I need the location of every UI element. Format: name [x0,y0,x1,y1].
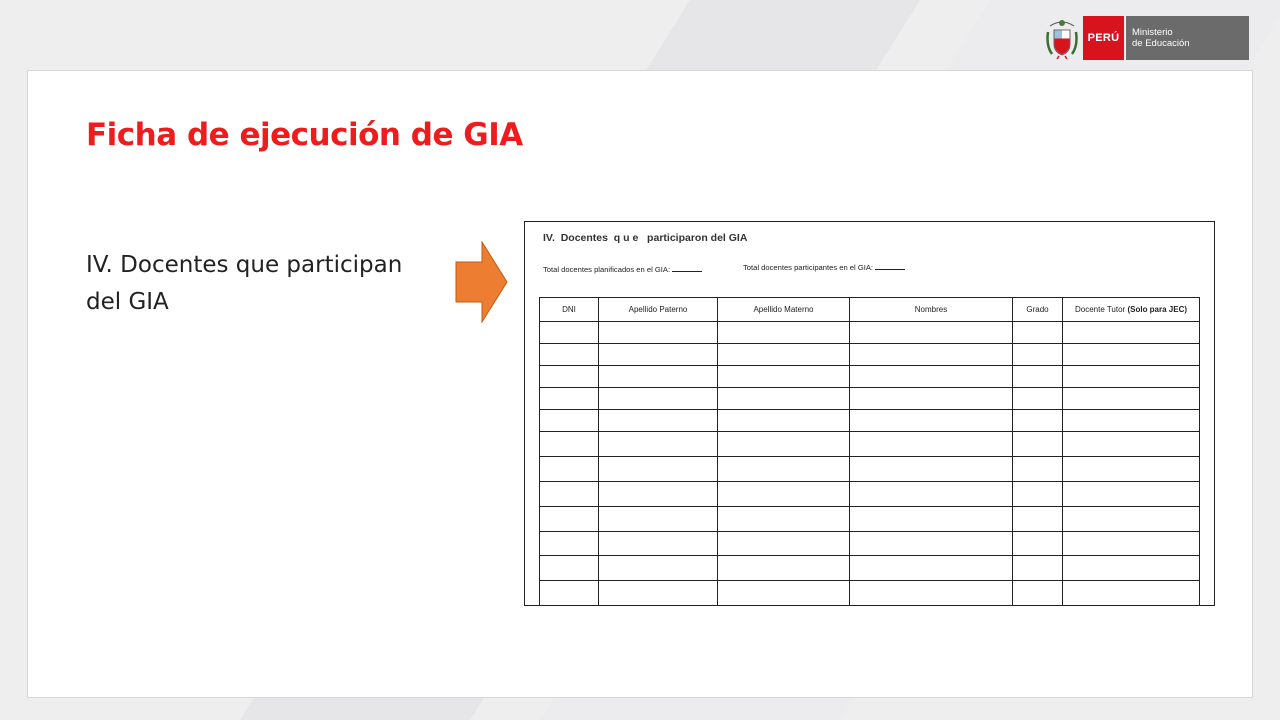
body-line-1: IV. Docentes que participan [86,252,403,278]
total-planned-label: Total docentes planificados en el GIA: [543,265,671,274]
table-cell [1063,507,1200,532]
table-cell [599,388,718,410]
table-cell [850,606,1013,607]
table-cell [1013,388,1063,410]
blank-line [672,271,702,272]
table-cell [1063,388,1200,410]
column-header-docente-tutor [1063,298,1200,322]
total-participants-line [743,263,905,272]
table-cell [1013,556,1063,581]
body-line-2: del GIA [86,289,169,315]
table-row [540,366,1200,388]
table-cell [850,432,1013,457]
table-cell [1013,344,1063,366]
table-cell [599,457,718,482]
table-cell [850,388,1013,410]
table-cell [1063,606,1200,607]
table-row [540,410,1200,432]
table-row [540,457,1200,482]
table-row [540,322,1200,344]
right-arrow-icon [455,241,509,323]
table-row [540,432,1200,457]
table-cell [540,606,599,607]
table-cell [718,388,850,410]
table-cell [599,322,718,344]
total-planned-line [543,265,702,274]
solo-jec-label: (Solo para JEC) [1127,305,1188,314]
table-cell [718,432,850,457]
table-row [540,482,1200,507]
table-cell [599,532,718,556]
table-cell [540,322,599,344]
table-row [540,344,1200,366]
table-cell [1013,482,1063,507]
table-cell [850,581,1013,606]
slide-body-text [86,247,446,321]
table-cell [1013,606,1063,607]
column-header-grado: Grado [1013,298,1063,322]
ministry-line-1: Ministerio [1132,27,1173,38]
table-cell [1013,366,1063,388]
table-row [540,507,1200,532]
ministry-line-2: de Educación [1132,38,1190,49]
table-cell [540,344,599,366]
peru-label: PERÚ [1083,16,1124,60]
docentes-table [539,297,1200,606]
table-cell [718,410,850,432]
table-cell [599,507,718,532]
table-cell [850,507,1013,532]
table-cell [1013,432,1063,457]
table-cell [850,482,1013,507]
table-row [540,606,1200,607]
form-heading: IV. Docentes q u e participaron del GIA [543,232,748,244]
total-participants-label: Total docentes participantes en el GIA: [743,263,874,272]
table-cell [599,482,718,507]
table-row [540,556,1200,581]
table-cell [718,581,850,606]
table-cell [1063,432,1200,457]
table-cell [540,457,599,482]
table-row [540,532,1200,556]
table-cell [599,556,718,581]
table-cell [1063,322,1200,344]
table-cell [1013,457,1063,482]
table-cell [718,344,850,366]
table-cell [850,322,1013,344]
table-cell [599,581,718,606]
table-cell [718,457,850,482]
table-cell [599,366,718,388]
table-cell [540,556,599,581]
column-header-dni: DNI [540,298,599,322]
table-cell [1063,366,1200,388]
table-cell [850,344,1013,366]
table-cell [540,366,599,388]
table-cell [599,410,718,432]
table-cell [1013,410,1063,432]
table-cell [540,532,599,556]
table-cell [718,322,850,344]
table-cell [540,410,599,432]
table-row [540,388,1200,410]
column-header-apellido-paterno: Apellido Paterno [599,298,718,322]
ministry-name [1126,16,1249,60]
table-cell [718,606,850,607]
slide-title: Ficha de ejecución de GIA [86,117,523,153]
column-header-nombres: Nombres [850,298,1013,322]
table-cell [540,507,599,532]
table-cell [540,581,599,606]
table-cell [1063,482,1200,507]
docente-tutor-label: Docente Tutor [1074,305,1128,314]
table-cell [540,388,599,410]
table-cell [718,482,850,507]
table-cell [718,366,850,388]
table-cell [1013,581,1063,606]
blank-line [875,269,905,270]
table-cell [1013,322,1063,344]
table-cell [599,432,718,457]
table-cell [850,410,1013,432]
table-cell [599,344,718,366]
ministry-logo [1046,16,1249,60]
table-cell [1013,507,1063,532]
table-cell [850,366,1013,388]
table-cell [599,606,718,607]
table-cell [718,532,850,556]
table-row [540,581,1200,606]
form-image [524,221,1215,606]
table-cell [1063,344,1200,366]
table-cell [540,432,599,457]
table-cell [850,532,1013,556]
table-cell [1063,532,1200,556]
table-cell [540,482,599,507]
peru-coat-of-arms-icon [1046,16,1078,60]
table-cell [1063,556,1200,581]
table-cell [1013,532,1063,556]
table-cell [1063,457,1200,482]
table-cell [1063,581,1200,606]
table-cell [718,507,850,532]
table-cell [1063,410,1200,432]
column-header-apellido-materno: Apellido Materno [718,298,850,322]
table-header-row [540,298,1200,322]
table-cell [850,556,1013,581]
table-cell [850,457,1013,482]
table-cell [718,556,850,581]
